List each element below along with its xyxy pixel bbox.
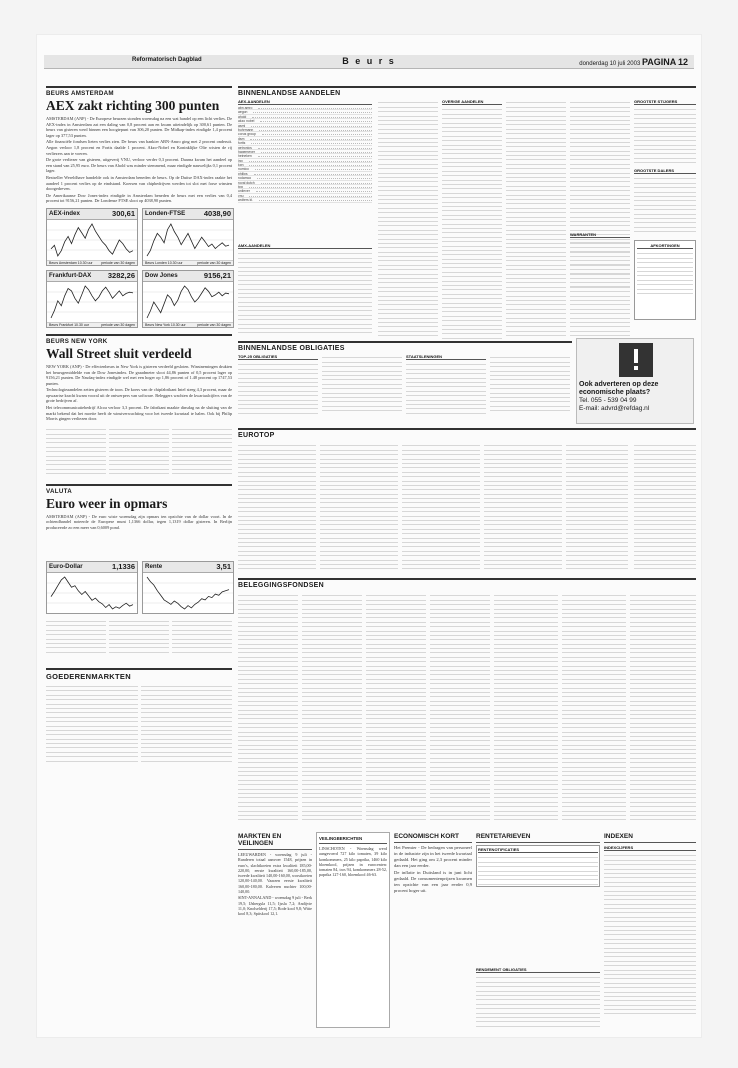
heading-markten: MARKTEN EN VEILINGEN bbox=[238, 832, 312, 850]
left.charts-chart-2 bbox=[46, 270, 138, 328]
amerikaanse-aandelen-table-3 bbox=[172, 426, 232, 478]
listing-row bbox=[506, 332, 566, 336]
fondsen-col1 bbox=[238, 592, 298, 824]
listing-row bbox=[490, 407, 570, 411]
listing-row bbox=[570, 332, 630, 336]
row-label: ing bbox=[238, 158, 243, 163]
listing-row bbox=[634, 228, 696, 232]
binnenlandse-aandelen bbox=[238, 86, 696, 99]
chart-plot bbox=[47, 573, 137, 613]
article-wall-street bbox=[46, 364, 232, 422]
stijgers-title: GROOTSTE STIJGERS bbox=[634, 99, 696, 105]
article-euro bbox=[46, 514, 232, 531]
chart-value: 3282,26 bbox=[107, 271, 135, 281]
fondsen-col5 bbox=[494, 592, 558, 824]
headline-wall-street: Wall Street sluit verdeeld bbox=[46, 345, 192, 361]
listing-row bbox=[566, 565, 628, 569]
obligaties-title: TOP-25 OBLIGATIES bbox=[238, 354, 318, 360]
chart-value: 4038,90 bbox=[203, 209, 231, 219]
heading-binnenlandse-aandelen: BINNENLANDSE AANDELEN bbox=[238, 86, 696, 97]
chart-title: Londen-FTSE bbox=[145, 210, 186, 218]
eurotop-col2 bbox=[320, 442, 398, 574]
row-values bbox=[260, 119, 372, 122]
chart-footer bbox=[47, 260, 137, 265]
listing-row bbox=[478, 880, 598, 884]
eurotop-col1 bbox=[238, 442, 316, 574]
chart-plot bbox=[143, 220, 233, 260]
row-values bbox=[249, 159, 372, 162]
chart-period: periode van 30 dagen bbox=[197, 322, 231, 327]
row-values bbox=[251, 124, 372, 127]
rentenotificaties-table bbox=[476, 845, 600, 887]
row-values bbox=[257, 176, 372, 179]
left.charts-chart-0 bbox=[46, 208, 138, 266]
left-column bbox=[46, 86, 232, 763]
top25-obligaties bbox=[238, 354, 318, 414]
fondsen-col4 bbox=[430, 592, 490, 824]
listing-row bbox=[302, 816, 362, 820]
heading-economisch-kort: ECONOMISCH KORT bbox=[394, 832, 472, 843]
heading-eurotop: EUROTOP bbox=[238, 428, 696, 439]
ny-tables bbox=[46, 426, 232, 478]
indexcijfers-table bbox=[604, 845, 696, 1015]
chart-period: periode van 30 dagen bbox=[101, 260, 135, 265]
fondsen-col2 bbox=[302, 592, 362, 824]
heading-indexen: INDEXEN bbox=[604, 832, 696, 843]
eurotop bbox=[238, 428, 696, 441]
section-goederenmarkten: GOEDERENMARKTEN bbox=[46, 668, 232, 681]
row-label: ahold bbox=[238, 114, 247, 119]
row-values bbox=[251, 141, 372, 144]
economisch-kort bbox=[394, 832, 472, 1028]
row-values bbox=[259, 198, 372, 201]
chart-plot bbox=[143, 282, 233, 322]
staat-title: STAATSLENINGEN bbox=[406, 354, 486, 360]
paragraph: De Amerikaanse Dow Jones-index eindigde in Amsterdam beneden de beurs met een verlies van 0,4 procent tot 9156,21 punten. De Londense FTSE sloot op 4038,90 punten. bbox=[46, 192, 232, 204]
row-values bbox=[249, 185, 372, 188]
listing-row bbox=[484, 565, 562, 569]
row-label: rodamco bbox=[238, 176, 252, 181]
listing-row bbox=[378, 332, 438, 336]
listing-row bbox=[442, 334, 502, 338]
exclamation-icon bbox=[619, 343, 653, 377]
eurotop-col5 bbox=[566, 442, 628, 574]
listing-row bbox=[634, 159, 696, 163]
paragraph: Alle financiële fondsen lieten verlies zien. De beurs van bankier ABN-Amro ging met 2 procent onderuit. Aegon verloor 1,8 procent en Fortis daalde 1 procent. Akzo-Nobel en Koninklijke Olie wisten de rij verliezers aan te voeren. bbox=[46, 139, 232, 156]
goederen-tables bbox=[46, 683, 232, 763]
row-values bbox=[249, 163, 372, 166]
valuta-table-3 bbox=[172, 618, 232, 658]
chart-plot bbox=[143, 573, 233, 613]
listing-row bbox=[141, 757, 233, 761]
goederen-table-2 bbox=[141, 683, 233, 763]
chart-title: Euro-Dollar bbox=[49, 563, 83, 571]
article-aex bbox=[46, 116, 232, 204]
indexen bbox=[604, 832, 696, 1028]
row-label: fortis bbox=[238, 141, 246, 146]
row-values bbox=[258, 154, 372, 157]
overige-aandelen-col4 bbox=[570, 99, 630, 339]
listing-row bbox=[238, 409, 318, 413]
economisch-text bbox=[394, 845, 472, 894]
amx-aandelen-table bbox=[238, 243, 372, 335]
row-values bbox=[262, 132, 372, 135]
row-label: royal dutch bbox=[238, 180, 255, 185]
warranten bbox=[570, 232, 630, 292]
row-values bbox=[255, 167, 372, 170]
binnenlandse-obligaties bbox=[238, 341, 572, 354]
listing-row bbox=[238, 565, 316, 569]
rentetarieven bbox=[476, 832, 600, 1028]
row-values bbox=[261, 150, 372, 153]
row-values bbox=[259, 128, 372, 131]
chart-footer bbox=[143, 260, 233, 265]
overige-aandelen-col3 bbox=[506, 99, 566, 339]
ad-text bbox=[577, 381, 695, 413]
ad-email: E-mail: advrd@refdag.nl bbox=[579, 405, 650, 412]
eurotop-col4 bbox=[484, 442, 562, 574]
chart-value: 300,61 bbox=[112, 209, 135, 219]
goederen-table-1 bbox=[46, 683, 138, 763]
chart-footer bbox=[143, 322, 233, 327]
date-page bbox=[579, 57, 688, 67]
section-title: B e u r s bbox=[342, 56, 396, 66]
dalers-title: GROOTSTE DALERS bbox=[634, 168, 696, 174]
paragraph: LEEUWARDEN - woensdag 9 juli - Runderen totaal aanvoer 1548, prijzen in euro's, slachtkoeien extra kwaliteit 185,00-220,00, eerste kwaliteit 160,00-185,00, tweede kwaliteit 140,00-160,00, worstkoeien 120,00-140,00. Vaarzen eerste kwaliteit 160,00-180,00. Kalveren nuchter 100,00-140,00. bbox=[238, 852, 312, 895]
valuta-table-2 bbox=[109, 618, 169, 658]
amerikaanse-aandelen-table bbox=[46, 426, 106, 478]
listing-row bbox=[238, 816, 298, 820]
amx-table-title: AMX-AANDELEN bbox=[238, 243, 372, 249]
paragraph: AMSTERDAM (ANP) - De euro wiste woensdag zijn opmars ten opzichte van de dollar voort. In de ochtendhandel noteerde de Europese munt 1,1366 dollar, tegen 1,1319 dollar gisteren. In Berlijn produceerde zo een meer van 0,6009 pond. bbox=[46, 513, 232, 531]
row-label: vnu bbox=[238, 193, 244, 198]
section-beurs-amsterdam: BEURS AMSTERDAM bbox=[46, 86, 232, 97]
listing-row bbox=[604, 1010, 696, 1014]
obligaties-col4 bbox=[490, 354, 570, 414]
rendement-obligaties-table bbox=[476, 967, 600, 1027]
heading-beleggingsfondsen: BELEGGINGSFONDSEN bbox=[238, 578, 696, 589]
chart-source: Beurs Amsterdam 10.30 uur bbox=[49, 260, 93, 265]
veiling-text: LINSCHOTEN - Woensdag werd aangevoerd 727 kilo tomaten, 39 kilo komkommers, 25 kilo paprika, 1460 kilo bloemkool, prijzen in eurocenten: tomaten 84, tros 94, komkommers 28-52, paprika 127-160, bloemkool 46-63. bbox=[319, 846, 387, 878]
listing-row bbox=[494, 816, 558, 820]
listing-row bbox=[430, 816, 490, 820]
row-values bbox=[249, 194, 372, 197]
heading-rentetarieven: RENTETARIEVEN bbox=[476, 832, 600, 843]
row-values bbox=[250, 137, 372, 140]
section-beurs-new-york: BEURS NEW YORK bbox=[46, 334, 232, 345]
row-label: hagemeyer bbox=[238, 149, 255, 154]
paragraph: De inflatie in Duitsland is in juni licht gedaald. De consumentenprijzen kwamen ten opzichte van een jaar eerder 0,9 procent hoger uit. bbox=[394, 870, 472, 893]
valuta-tables bbox=[46, 618, 232, 658]
markten-en-veilingen bbox=[238, 832, 312, 1028]
heading-veilingberichten: VEILINGBERICHTEN bbox=[319, 835, 387, 844]
row-label: heineken bbox=[238, 154, 252, 159]
rendement-title: RENDEMENT OBLIGATIES bbox=[476, 967, 600, 973]
chart-plot bbox=[47, 220, 137, 260]
listing-row bbox=[320, 565, 398, 569]
fondsen-col6 bbox=[562, 592, 626, 824]
fondsen-col3 bbox=[366, 592, 426, 824]
obligaties-col2 bbox=[322, 354, 402, 414]
advertisement-box bbox=[576, 338, 694, 424]
paragraph: Technologieaandelen zetten gisteren de toon. De koers van de chipfabrikant Intel steeg 4,3 procent, maar de opwaartse kracht kwam vooral uit de ontwerpers van software. Beleggers wachten de kwartaalcijfers van de grote bedrijven af. bbox=[46, 387, 232, 404]
paragraph: AMSTERDAM (ANP) - De Europese beurzen stonden woensdag na een wat handel op een licht verlies. De AEX-index in Amsterdam zat een daling van 0,8 procent aan en kwam uiteindelijk op 300,61 punten. De beurs van gisteren werd binnen een hoogtepunt van 306,20 punten. De Midkap-index eindigde 1,4 procent lager op 377,53 punten. bbox=[46, 116, 232, 138]
chart-period: periode van 30 dagen bbox=[101, 322, 135, 327]
grootste-dalers bbox=[634, 168, 696, 232]
heading-binnenlandse-obligaties: BINNENLANDSE OBLIGATIES bbox=[238, 341, 572, 352]
valuta-charts bbox=[46, 561, 232, 614]
chart-plot bbox=[47, 282, 137, 322]
chart-source: Beurs Frankfurt 10.30 uur bbox=[49, 322, 89, 327]
chart-header bbox=[143, 271, 233, 282]
row-label: tpg bbox=[238, 185, 243, 190]
row-label: aegon bbox=[238, 110, 248, 115]
chart-header bbox=[47, 562, 137, 573]
chart-header bbox=[47, 271, 137, 282]
chart-header bbox=[143, 562, 233, 573]
listing-row bbox=[634, 565, 696, 569]
left.charts2-chart-1 bbox=[142, 561, 234, 614]
aex-table-title: AEX-AANDELEN bbox=[238, 99, 372, 105]
listing-row bbox=[402, 565, 480, 569]
row-values bbox=[256, 189, 372, 192]
header-date: donderdag 10 juli 2003 bbox=[579, 61, 641, 67]
ad-line-1: Ook adverteren op deze economische plaats? bbox=[579, 381, 659, 396]
valuta-table-1 bbox=[46, 618, 106, 658]
chart-title: AEX-index bbox=[49, 210, 80, 218]
chart-source: Beurs New York 10.30 uur bbox=[145, 322, 186, 327]
eurotop-col3 bbox=[402, 442, 480, 574]
header-page-number: 12 bbox=[677, 57, 688, 67]
listing-row bbox=[570, 287, 630, 291]
page-header bbox=[44, 55, 694, 69]
chart-value: 1,1336 bbox=[112, 562, 135, 572]
eurotop-col6 bbox=[634, 442, 696, 574]
overige-aandelen-col2 bbox=[442, 99, 502, 339]
chart-header bbox=[143, 209, 233, 220]
row-label: unilever bbox=[238, 189, 250, 194]
chart-period: periode van 30 dagen bbox=[197, 260, 231, 265]
chart-title: Frankfurt-DAX bbox=[49, 272, 92, 280]
listing-row bbox=[366, 816, 426, 820]
section-valuta: VALUTA bbox=[46, 484, 232, 495]
row-label: wolters kl. bbox=[238, 198, 254, 203]
chart-source: Beurs Londen 10.30 uur bbox=[145, 260, 183, 265]
chart-title: Dow Jones bbox=[145, 272, 178, 280]
ad-phone: Tel. 055 - 539 04 99 bbox=[579, 397, 637, 404]
row-label: getronics bbox=[238, 145, 252, 150]
paragraph: De grote verliezer van gisteren, uitgeverij VNU, verloor verder 0,3 procent. Daarna kwam het aandeel op een stand van 25,95 euro. De beurs van Ahold was minder stemmend, maar eindigde nauwelijks 0,1 procent lager. bbox=[46, 157, 232, 174]
amerikaanse-aandelen-table-2 bbox=[109, 426, 169, 478]
headline-euro: Euro weer in opmars bbox=[46, 495, 168, 511]
left.charts-chart-3 bbox=[142, 270, 234, 328]
row-label: abn amro bbox=[238, 106, 253, 110]
row-values bbox=[252, 115, 372, 118]
row-values bbox=[253, 110, 372, 113]
listing-row bbox=[562, 816, 626, 820]
chart-value: 3,51 bbox=[216, 562, 231, 572]
paragraph: Het Premier - De bedragen van personeel in de industrie zijn in het tweede kwartaal gedaald. Het ging om 2,3 procent minder dan een jaar eerder. bbox=[394, 845, 472, 868]
chart-title: Rente bbox=[145, 563, 163, 571]
chart-value: 9156,21 bbox=[203, 271, 231, 281]
index-charts bbox=[46, 208, 232, 328]
warranten-title: WARRANTEN bbox=[570, 232, 630, 238]
afkortingen-box bbox=[634, 240, 696, 320]
rentenotificaties-title: RENTENOTIFICATIES bbox=[478, 847, 598, 853]
row-label: akzo nobel bbox=[238, 119, 255, 124]
fondsen-col7 bbox=[630, 592, 696, 824]
afkortingen-title: AFKORTINGEN bbox=[637, 243, 693, 249]
chart-footer bbox=[47, 322, 137, 327]
grootste-stijgers bbox=[634, 99, 696, 163]
row-label: kpn bbox=[238, 163, 244, 168]
staatsleningen bbox=[406, 354, 486, 414]
paragraph: NEW YORK (ANP) - De effectenbeurs in New York is gisteren verdeeld gesloten. Winstnemingen drukten het beursgemiddelde van de Dow Jonesindex. De graadmeter sloot 44,86 punten of 0,5 procent lager op 9156,21 punten. De Nasdaq-index eindigde wel met een hoger op 1,86 procent of 1.48 procent op 1747,53 punten. bbox=[46, 363, 232, 386]
chart-header bbox=[47, 209, 137, 220]
overige-title: OVERIGE AANDELEN bbox=[442, 99, 502, 105]
listing-row bbox=[406, 409, 486, 413]
row-values bbox=[254, 172, 372, 175]
beleggingsfondsen bbox=[238, 578, 696, 591]
markten-text bbox=[238, 852, 312, 917]
row-values bbox=[261, 181, 372, 184]
row-label: corus group bbox=[238, 132, 256, 137]
indexcijfers-title: INDEXCIJFERS bbox=[604, 845, 696, 851]
listing-row bbox=[630, 816, 696, 820]
left.charts-chart-1 bbox=[142, 208, 234, 266]
newspaper-name: Reformatorisch Dagblad bbox=[132, 57, 202, 63]
row-label: dsm bbox=[238, 136, 245, 141]
veilingberichten-box bbox=[316, 832, 390, 1028]
row-label: asml bbox=[238, 123, 246, 128]
row-label: numico bbox=[238, 167, 249, 172]
row-values bbox=[258, 106, 372, 109]
listing-row bbox=[46, 757, 138, 761]
left.charts2-chart-0 bbox=[46, 561, 138, 614]
overige-aandelen-col1 bbox=[378, 99, 438, 339]
row-values bbox=[258, 146, 372, 149]
listing-row bbox=[238, 329, 372, 333]
paragraph: Het telecommunicatiebedrijf Alcoa verloor 3,3 procent. De fabrikant maakte dinsdag na de sluiting van de markt bekend dat het moeite heeft de winstverwachting voor het tweede kwartaal te halen. Ook bij Philip Morris gingen verliezen door. bbox=[46, 405, 232, 422]
row-label: buhrmann bbox=[238, 127, 254, 132]
listing-row bbox=[476, 1022, 600, 1026]
paragraph: Bestseller Wereldhave handelde ook in Amsterdam beneden de beurs. Op de Duitse DAX-index raakte het aandeel 1 procent verlies op de eindstand. Koersen van chipbedrijven werden tot slot met forse winsten doorgedreven. bbox=[46, 174, 232, 192]
headline-aex: AEX zakt richting 300 punten bbox=[46, 98, 220, 113]
listing-row bbox=[322, 407, 402, 411]
table-row bbox=[238, 198, 372, 202]
row-label: philips bbox=[238, 171, 248, 176]
paragraph: SINT-ANNALAND - woensdag 9 juli - Berk 19,5; IJsbergsla 11,5; Ijssla 7,2; Andijvie 11,0; Knolselderij 17,5; Rode kool 9,8; Witte kool 8,3; Spitskool 12,1. bbox=[238, 895, 312, 917]
header-page-label: PAGINA bbox=[641, 57, 677, 67]
